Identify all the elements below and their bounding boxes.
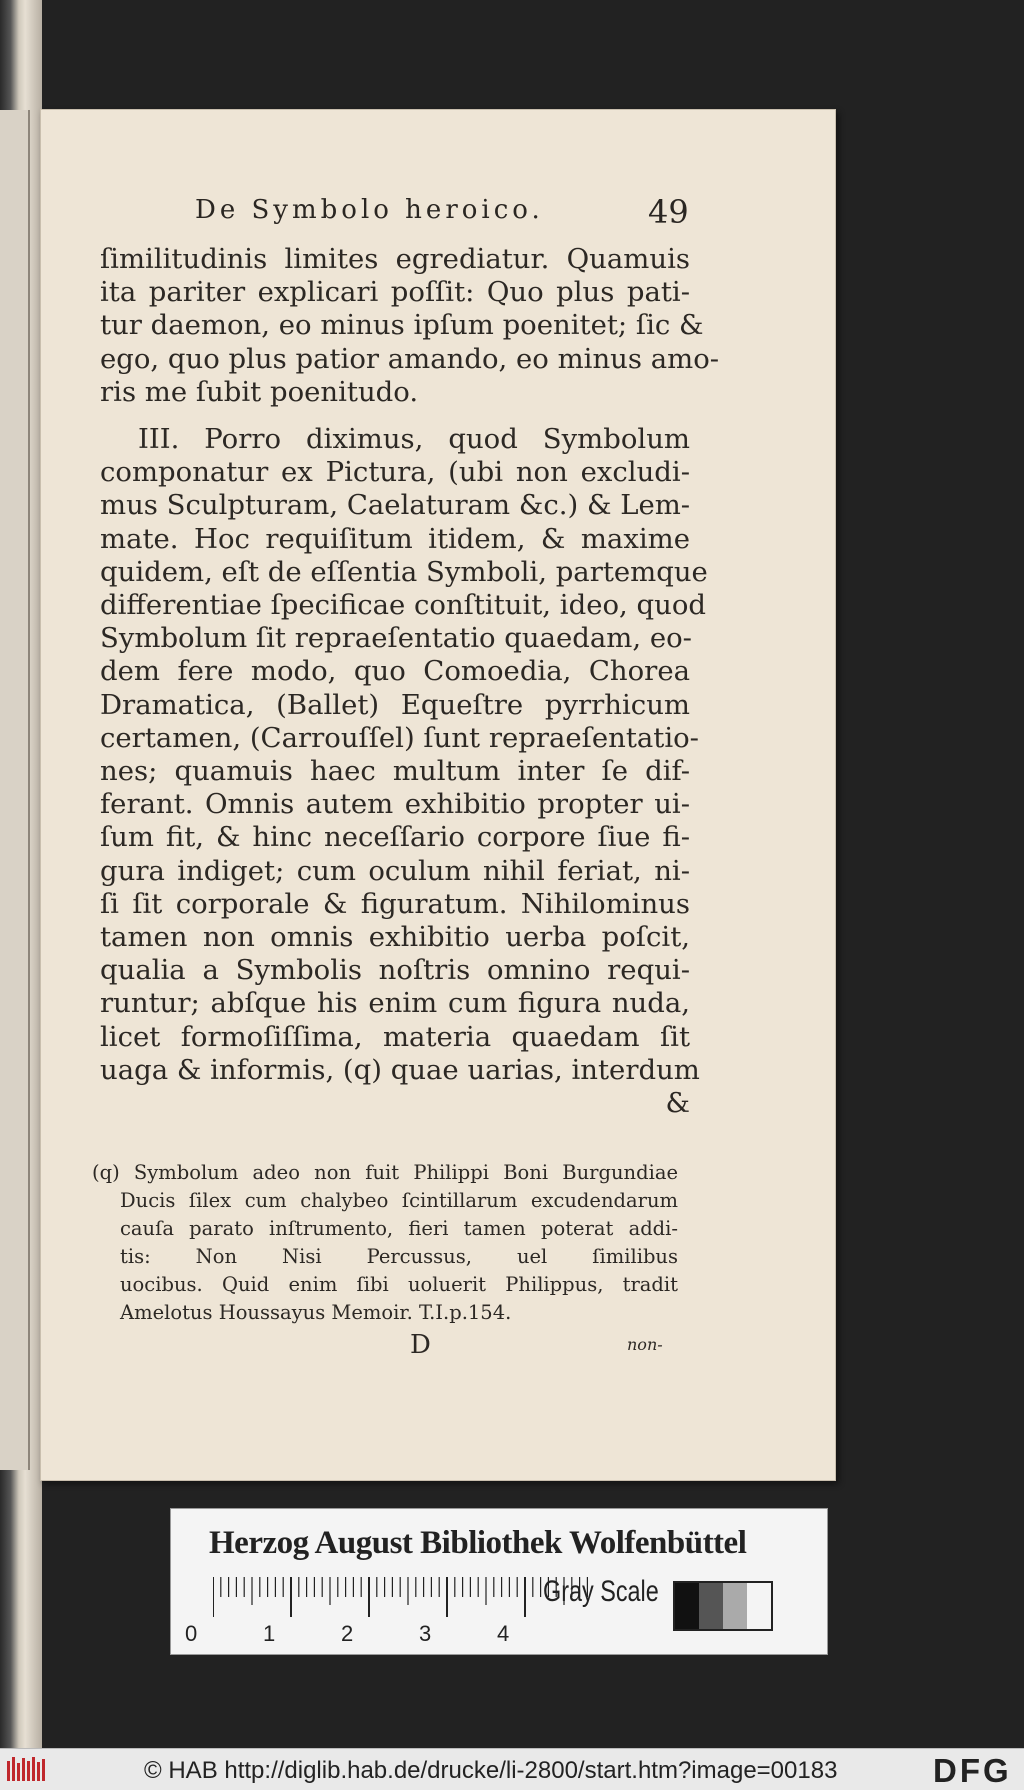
previous-page-edge (0, 110, 30, 1470)
copyright-url[interactable]: © HAB http://diglib.hab.de/drucke/li-2800/start.htm?image=00183 (144, 1757, 838, 1784)
text-line: tamen non omnis exhibitio uerba poſcit, (100, 921, 690, 954)
text-line: Dramatica, (Ballet) Equeſtre pyrrhicum (100, 688, 690, 721)
text-line: ris me ſubit poenitudo. (100, 375, 419, 408)
hab-logo-icon (6, 1755, 48, 1783)
ruler-label: 1 (263, 1621, 276, 1646)
footnote (92, 1159, 678, 1327)
text-line: Symbolum ſit repraeſentatio quaedam, eo- (100, 622, 692, 655)
text-line: ita pariter explicari poſſit: Quo plus pati- (100, 276, 690, 309)
footnote-line: tis: Non Nisi Percussus, uel ſimilibus (120, 1245, 678, 1268)
ruler-label: 4 (497, 1621, 510, 1646)
text-line: componatur ex Pictura, (ubi non excludi- (100, 456, 690, 489)
text-line: gura indiget; cum oculum nihil feriat, ni- (100, 854, 690, 887)
text-line: uaga & informis, (q) quae uarias, interdum (100, 1053, 700, 1086)
gray-swatch (723, 1583, 747, 1629)
gray-scale-label: Gray Scale (543, 1575, 659, 1608)
footer-bar (0, 1748, 1024, 1790)
signature-mark: D (410, 1330, 431, 1360)
page-number: 49 (648, 193, 689, 231)
ruler-label: 3 (419, 1621, 432, 1646)
ruler-icon (213, 1577, 593, 1619)
text-line: mate. Hoc requiſitum itidem, & maxime (100, 522, 690, 555)
footnote-line: Ducis ſilex cum chalybeo ſcintillarum excudendarum (120, 1189, 678, 1212)
gray-swatch (675, 1583, 699, 1629)
gray-swatch (747, 1583, 771, 1629)
ruler-label: 2 (341, 1621, 354, 1646)
catchword: non- (627, 1335, 663, 1354)
running-head: De Symbolo heroico. (195, 195, 544, 225)
text-line: tur daemon, eo minus ipſum poenitet; ſic & (100, 309, 704, 342)
text-line: quidem, eſt de eſſentia Symboli, partemque (100, 555, 708, 588)
dfg-logo: DFG (933, 1752, 1012, 1789)
text-line: licet formoſiſſima, materia quaedam ſit (100, 1020, 690, 1053)
text-line: ferant. Omnis autem exhibitio propter ui- (100, 788, 690, 821)
text-line: certamen, (Carrouſſel) ſunt repraeſentatio- (100, 721, 699, 754)
text-line: differentiae ſpecificae conſtituit, ideo, quod (100, 589, 706, 622)
text-line: ſimilitudinis limites egrediatur. Quamuis (100, 243, 690, 275)
ruler-label: 0 (185, 1621, 198, 1646)
footnote-line: cauſa parato inſtrumento, fieri tamen poterat addi- (120, 1217, 678, 1240)
gray-scale-swatch (673, 1581, 773, 1631)
library-color-card (170, 1508, 828, 1655)
text-line: ego, quo plus patior amando, eo minus amo- (100, 342, 720, 375)
gray-swatch (699, 1583, 723, 1629)
text-line: ſi ſit corporale & figuratum. Nihilominus (100, 887, 690, 920)
text-line: dem fere modo, quo Comoedia, Chorea (100, 655, 690, 688)
text-line: III. Porro diximus, quod Symbolum (138, 423, 690, 456)
text-line: ſum fit, & hinc neceſſario corpore ſiue fi- (100, 821, 690, 854)
text-line: qualia a Symbolis noſtris omnino requi- (100, 954, 690, 987)
main-text (100, 243, 720, 1120)
footnote-line: Amelotus Houssayus Memoir. T.I.p.154. (120, 1301, 512, 1324)
text-line: nes; quamuis haec multum inter ſe dif- (100, 755, 690, 788)
footnote-line: uocibus. Quid enim ſibi uoluerit Philippus, tradit (120, 1273, 678, 1296)
footnote-line: (q) Symbolum adeo non fuit Philippi Boni Burgundiae (92, 1161, 678, 1184)
catch-ampersand: & (665, 1087, 690, 1120)
library-name: Herzog August Bibliothek Wolfenbüttel (209, 1525, 747, 1561)
text-line: mus Sculpturam, Caelaturam &c.) & Lem- (100, 489, 691, 522)
text-line: runtur; abſque his enim cum figura nuda, (100, 987, 690, 1020)
